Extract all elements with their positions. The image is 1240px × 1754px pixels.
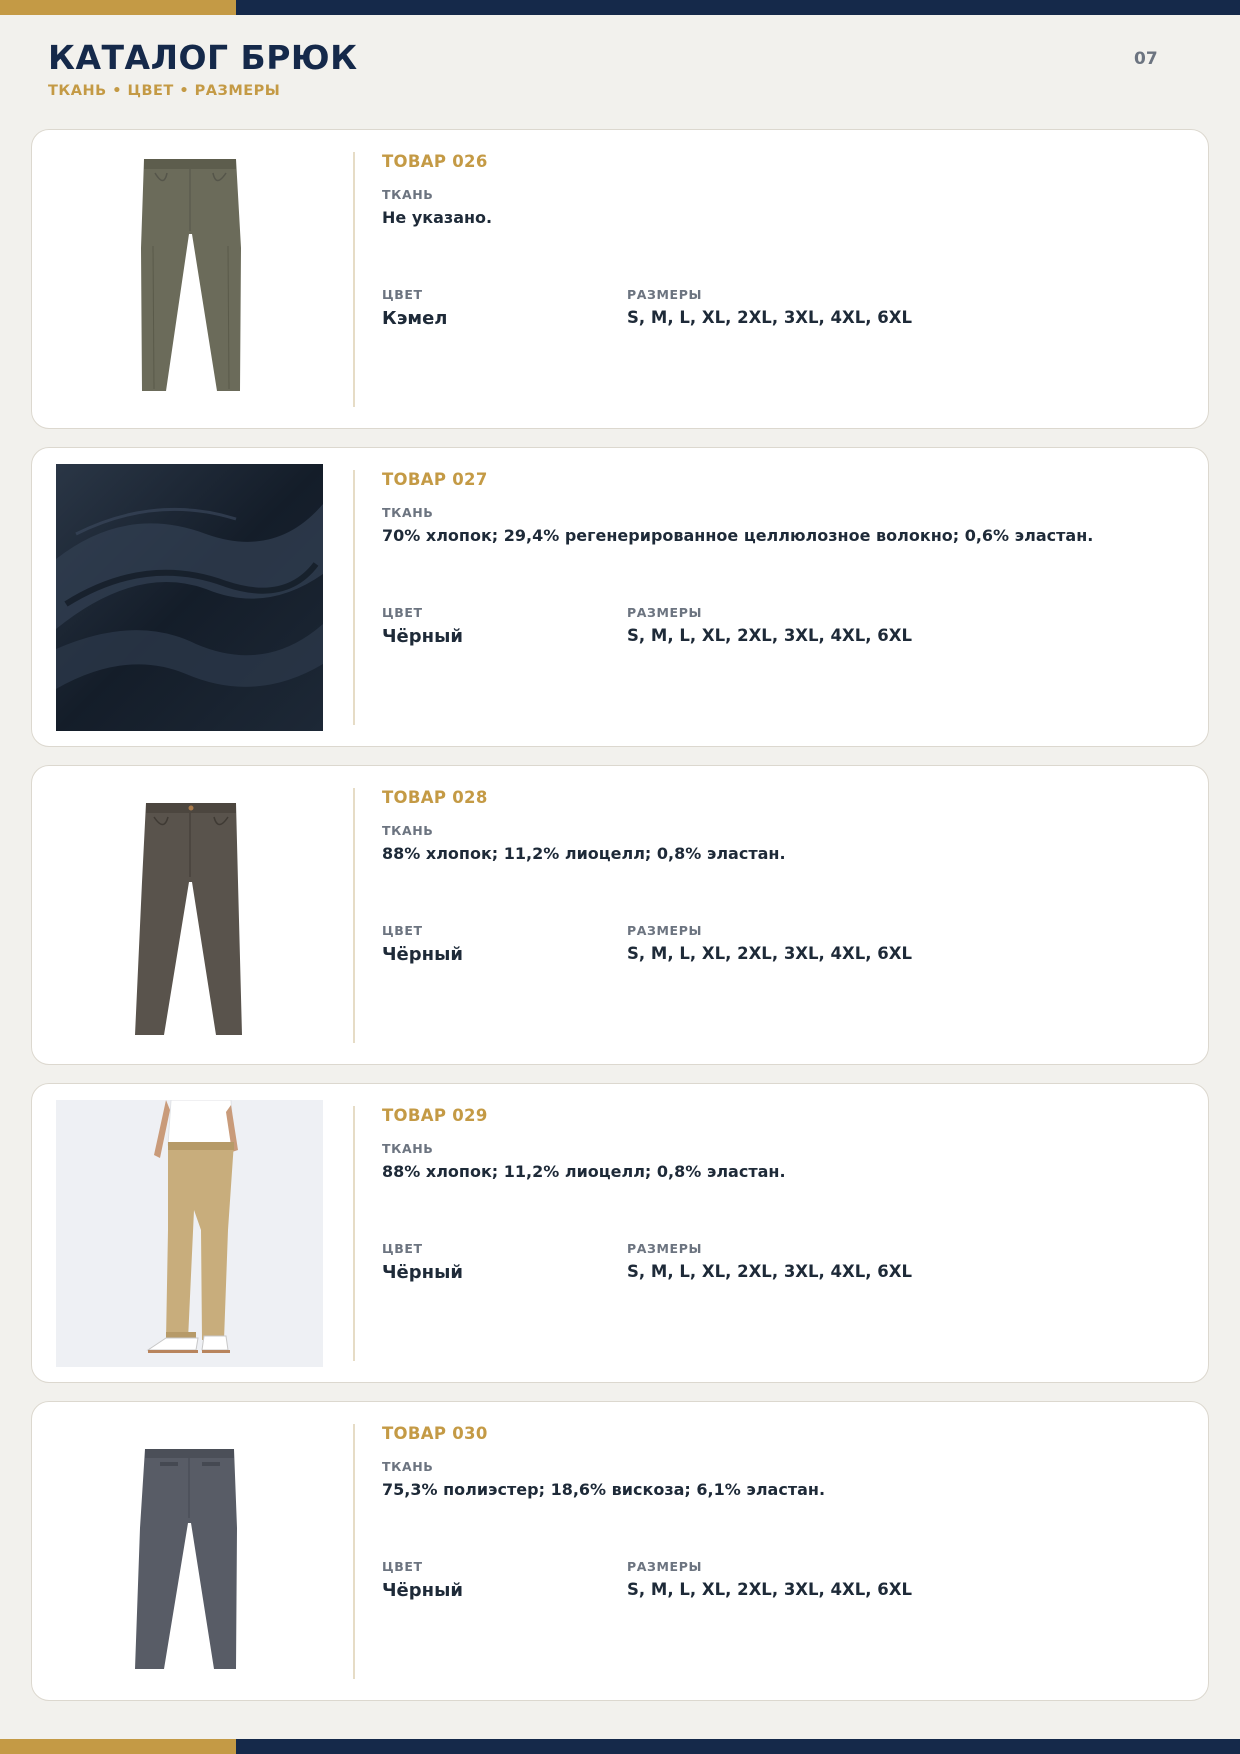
product-title: ТОВАР 030 xyxy=(382,1424,488,1443)
fabric-label: ТКАНЬ xyxy=(382,1141,434,1156)
card-divider xyxy=(353,1106,355,1361)
product-card xyxy=(31,447,1209,747)
product-title: ТОВАР 029 xyxy=(382,1106,488,1125)
product-image xyxy=(56,782,323,1049)
fabric-label: ТКАНЬ xyxy=(382,187,434,202)
product-card xyxy=(31,1401,1209,1701)
card-divider xyxy=(353,470,355,725)
sizes-value: S, M, L, XL, 2XL, 3XL, 4XL, 6XL xyxy=(627,626,913,645)
sizes-label: РАЗМЕРЫ xyxy=(627,923,703,938)
color-value: Чёрный xyxy=(382,626,463,647)
color-value: Чёрный xyxy=(382,944,463,965)
color-label: ЦВЕТ xyxy=(382,1559,423,1574)
fabric-value: 70% хлопок; 29,4% регенерированное целлюлозное волокно; 0,6% эластан. xyxy=(382,526,1094,545)
fabric-value: 88% хлопок; 11,2% лиоцелл; 0,8% эластан. xyxy=(382,844,786,863)
top-stripe xyxy=(0,0,1240,15)
color-label: ЦВЕТ xyxy=(382,1241,423,1256)
fabric-value: 75,3% полиэстер; 18,6% вискоза; 6,1% эластан. xyxy=(382,1480,826,1499)
sizes-value: S, M, L, XL, 2XL, 3XL, 4XL, 6XL xyxy=(627,944,913,963)
card-divider xyxy=(353,152,355,407)
product-image xyxy=(56,1418,323,1685)
fabric-label: ТКАНЬ xyxy=(382,505,434,520)
fabric-value: Не указано. xyxy=(382,208,493,227)
product-image xyxy=(56,146,323,413)
fabric-label: ТКАНЬ xyxy=(382,1459,434,1474)
fabric-label: ТКАНЬ xyxy=(382,823,434,838)
sizes-label: РАЗМЕРЫ xyxy=(627,605,703,620)
fabric-value: 88% хлопок; 11,2% лиоцелл; 0,8% эластан. xyxy=(382,1162,786,1181)
color-value: Кэмел xyxy=(382,308,448,329)
card-divider xyxy=(353,788,355,1043)
product-title: ТОВАР 028 xyxy=(382,788,488,807)
page-title: КАТАЛОГ БРЮК xyxy=(48,38,358,77)
color-value: Чёрный xyxy=(382,1262,463,1283)
product-title: ТОВАР 027 xyxy=(382,470,488,489)
sizes-label: РАЗМЕРЫ xyxy=(627,1559,703,1574)
page-subtitle: ТКАНЬ • ЦВЕТ • РАЗМЕРЫ xyxy=(48,83,281,99)
sizes-value: S, M, L, XL, 2XL, 3XL, 4XL, 6XL xyxy=(627,1580,913,1599)
bottom-stripe xyxy=(0,1739,1240,1754)
page-number: 07 xyxy=(1134,49,1158,69)
sizes-value: S, M, L, XL, 2XL, 3XL, 4XL, 6XL xyxy=(627,308,913,327)
color-label: ЦВЕТ xyxy=(382,923,423,938)
color-label: ЦВЕТ xyxy=(382,605,423,620)
color-label: ЦВЕТ xyxy=(382,287,423,302)
product-card xyxy=(31,129,1209,429)
sizes-label: РАЗМЕРЫ xyxy=(627,287,703,302)
product-image xyxy=(56,1100,323,1367)
product-image xyxy=(56,464,323,731)
card-divider xyxy=(353,1424,355,1679)
product-card xyxy=(31,1083,1209,1383)
sizes-label: РАЗМЕРЫ xyxy=(627,1241,703,1256)
product-title: ТОВАР 026 xyxy=(382,152,488,171)
color-value: Чёрный xyxy=(382,1580,463,1601)
sizes-value: S, M, L, XL, 2XL, 3XL, 4XL, 6XL xyxy=(627,1262,913,1281)
product-card xyxy=(31,765,1209,1065)
